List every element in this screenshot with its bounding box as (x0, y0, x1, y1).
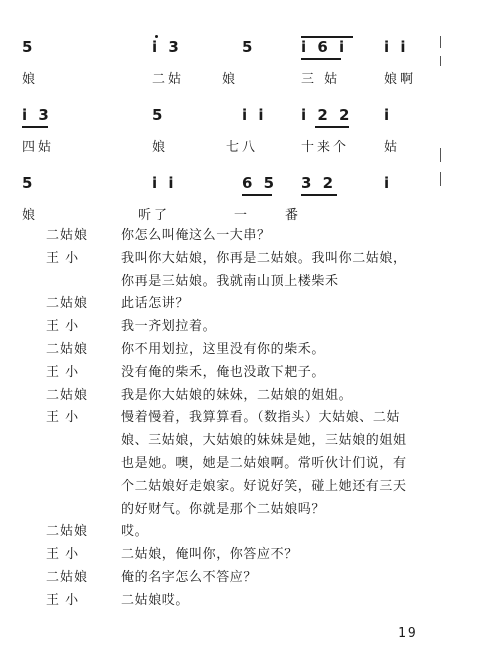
jianpu-notes: i i (152, 174, 177, 192)
jianpu-notes: i 6 i (301, 38, 348, 56)
lyric-text: 一 (234, 208, 251, 223)
dialogue-text: 二姑娘，俺叫你，你答应不？ (121, 547, 298, 563)
jianpu-notes: i 3 (152, 38, 182, 56)
music-bar (118, 30, 208, 98)
lyric-text: 十来个 (301, 140, 350, 155)
dialogue-text: 此话怎讲？ (121, 296, 190, 312)
music-bar (285, 166, 375, 234)
jianpu-notes: i i (242, 106, 267, 124)
lyric-text: 三 姑 (301, 72, 341, 87)
music-bar (368, 98, 458, 166)
lyric-text: 听了 (138, 208, 171, 223)
bar-line-mark (440, 172, 441, 186)
jianpu-notes: i (384, 106, 393, 124)
underline-beam (22, 126, 48, 128)
speaker-name: 二姑娘 (46, 570, 89, 585)
dialogue-text: 个二姑娘好走娘家。好说好笑，碰上她还有三天 (121, 478, 407, 494)
lyric-text: 娘 (22, 208, 39, 223)
speaker-name: 王 小 (46, 364, 80, 380)
lyric-text: 姑 (384, 140, 401, 155)
music-bar (368, 30, 458, 98)
underline-beam (301, 58, 341, 60)
dialogue-text: 你不用划拉，这里没有你的柴禾。 (121, 342, 326, 357)
lyric-text: 娘啊 (384, 72, 417, 87)
bar-line-mark (440, 36, 441, 48)
dialogue-text: 你怎么叫俺这么一大串？ (121, 228, 271, 243)
jianpu-notes: 5 (242, 38, 256, 56)
high-octave-dot (155, 35, 158, 38)
music-bar (22, 30, 112, 98)
dialogue-text: 也是她。噢，她是二姑娘啊。常听伙计们说，有 (121, 456, 407, 471)
speaker-name: 王 小 (46, 547, 80, 563)
music-bar (22, 98, 112, 166)
lyric-text: 娘 (152, 140, 169, 155)
music-bar (368, 166, 458, 234)
dialogue-text: 哎。 (121, 524, 149, 540)
underline-beam (315, 126, 349, 128)
speaker-name: 二姑娘 (46, 342, 89, 357)
jianpu-notes: i 3 (22, 106, 52, 124)
underline-beam (242, 194, 272, 196)
dialogue-text: 没有俺的柴禾，俺也没敢下耙子。 (121, 364, 326, 380)
music-row-1 (0, 30, 490, 100)
speaker-name: 二姑娘 (46, 524, 89, 540)
music-bar (285, 30, 375, 98)
jianpu-notes: 5 (152, 106, 166, 124)
lyric-text: 四姑 (22, 140, 55, 155)
lyric-text: 七八 (226, 140, 259, 155)
underline-beam (301, 194, 337, 196)
jianpu-notes: i i (384, 38, 409, 56)
bar-line-mark (440, 56, 441, 66)
speaker-name: 王 小 (46, 250, 80, 266)
jianpu-notes: 5 (22, 38, 36, 56)
dialogue-text: 的好财气。你就是那个二姑娘吗？ (121, 501, 326, 517)
lyric-text: 娘 (222, 72, 239, 87)
speaker-name: 王 小 (46, 319, 80, 335)
jianpu-notes: 6 5 (242, 174, 278, 192)
jianpu-notes: i 2 2 (301, 106, 353, 124)
bar-line-mark (440, 148, 441, 162)
music-bar (285, 98, 375, 166)
jianpu-notes: i (384, 174, 393, 192)
music-bar (22, 166, 112, 234)
dialogue-text: 你再是三姑娘。我就南山顶上楼柴禾 (121, 273, 339, 289)
music-bar (118, 166, 208, 234)
dialogue-text: 我是你大姑娘的妹妹，二姑娘的姐姐。 (121, 387, 353, 403)
dialogue-text: 慢着慢着，我算算看。（数指头）大姑娘、二姑 (121, 410, 401, 426)
lyric-text: 娘 (22, 72, 39, 87)
dialogue-text: 娘、三姑娘，大姑娘的妹妹是她，三姑娘的姐姐 (121, 433, 407, 449)
music-row-2 (0, 98, 490, 168)
speaker-name: 王 小 (46, 410, 80, 426)
dialogue-text: 二姑娘哎。 (121, 592, 190, 608)
jianpu-notes: 5 (22, 174, 36, 192)
dialogue-text: 俺的名字怎么不答应？ (121, 570, 258, 585)
speaker-name: 二姑娘 (46, 228, 89, 243)
speaker-name: 二姑娘 (46, 387, 89, 403)
speaker-name: 二姑娘 (46, 296, 89, 312)
lyric-text: 二姑 (152, 72, 185, 87)
music-bar (118, 98, 208, 166)
page-number: 19 (398, 626, 418, 641)
dialogue-text: 我叫你大姑娘，你再是二姑娘。我叫你二姑娘， (121, 250, 407, 266)
speaker-name: 王 小 (46, 592, 80, 608)
lyric-text: 番 (285, 208, 302, 223)
dialogue-text: 我一齐划拉着。 (121, 319, 217, 335)
jianpu-notes: 3 2 (301, 174, 337, 192)
